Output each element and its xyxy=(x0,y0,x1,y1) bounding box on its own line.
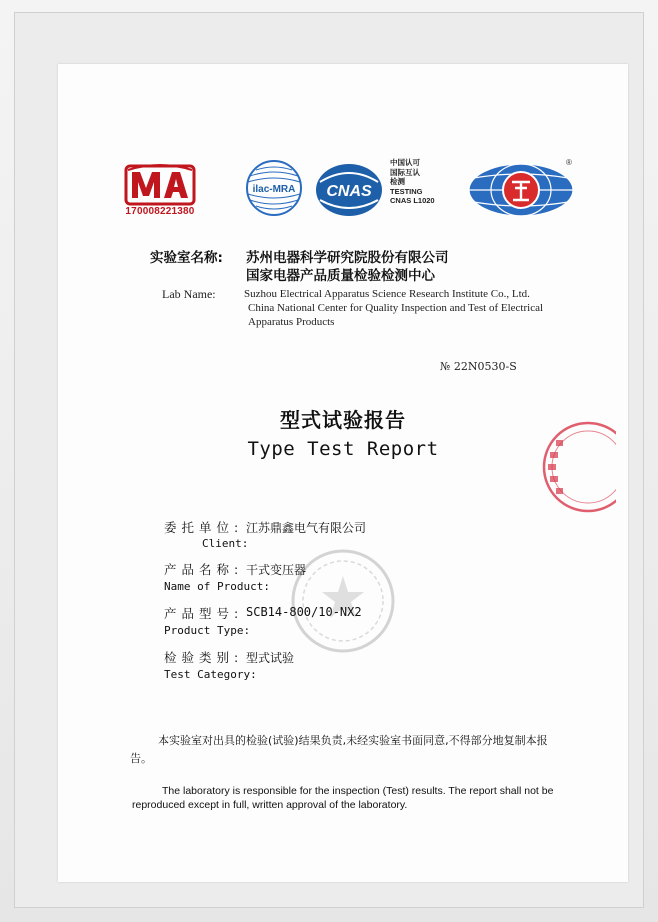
disclaimer-en: The laboratory is responsible for the inspection (Test) results. The report shall not be reproduced except in full, written approval of the laboratory. xyxy=(132,785,554,811)
cnas-caption-cn3: 检测 xyxy=(390,177,405,186)
registered-mark: ® xyxy=(566,158,572,167)
cnas-caption-cn2: 国际互认 xyxy=(390,167,420,177)
report-number: № 22N0530-S xyxy=(440,360,517,373)
product-name-value: 干式变压器 xyxy=(246,563,307,577)
client-value: 江苏鼎鑫电气有限公司 xyxy=(246,521,367,535)
globe-emblem-logo xyxy=(466,160,576,220)
lab-name-en-3: Apparatus Products xyxy=(248,316,335,328)
test-category-label-en: Test Category: xyxy=(164,668,257,681)
product-type-label-cn: 产品型号: xyxy=(164,606,244,621)
cnas-text: CNAS xyxy=(326,183,372,200)
cma-logo xyxy=(124,162,196,222)
lab-name-en-1: Suzhou Electrical Apparatus Science Research Institute Co., Ltd. xyxy=(244,288,530,300)
test-category-label-cn: 检验类别: xyxy=(164,650,244,665)
lab-name-en-2: China National Center for Quality Inspection and Test of Electrical xyxy=(248,302,544,314)
test-category-value: 型式试验 xyxy=(246,651,295,665)
ilac-text: ilac-MRA xyxy=(252,184,296,195)
lab-name-cn-1: 苏州电器科学研究院股份有限公司 xyxy=(246,250,449,266)
client-label-en: Client: xyxy=(202,537,249,550)
red-seal-stamp xyxy=(536,412,616,522)
cnas-caption xyxy=(390,158,470,206)
cnas-caption-cn1: 中国认可 xyxy=(390,158,420,167)
product-type-value: SCB14-800/10-NX2 xyxy=(246,605,362,619)
product-name-label-en: Name of Product: xyxy=(164,580,270,593)
disclaimer-cn: 本实验室对出具的检验(试验)结果负责,未经实验室书面同意,不得部分地复制本报告。 xyxy=(130,734,548,765)
lab-name-label-en: Lab Name: xyxy=(162,287,216,301)
cnas-logo xyxy=(314,160,384,220)
cnas-caption-en1: TESTING xyxy=(390,186,423,196)
ilac-mra-logo xyxy=(244,158,304,218)
product-type-label-en: Product Type: xyxy=(164,624,251,637)
report-title-en: Type Test Report xyxy=(247,438,439,460)
cma-number: 170008221380 xyxy=(125,206,195,217)
cnas-caption-en2: CNAS L1020 xyxy=(390,196,435,205)
lab-name-label-cn: 实验室名称: xyxy=(150,250,223,266)
client-label-cn: 委托单位: xyxy=(164,520,244,535)
lab-name-en xyxy=(244,287,584,329)
lab-name-cn-2: 国家电器产品质量检验检测中心 xyxy=(246,268,435,284)
product-name-label-cn: 产品名称: xyxy=(164,562,244,577)
report-title-cn: 型式试验报告 xyxy=(280,408,406,432)
